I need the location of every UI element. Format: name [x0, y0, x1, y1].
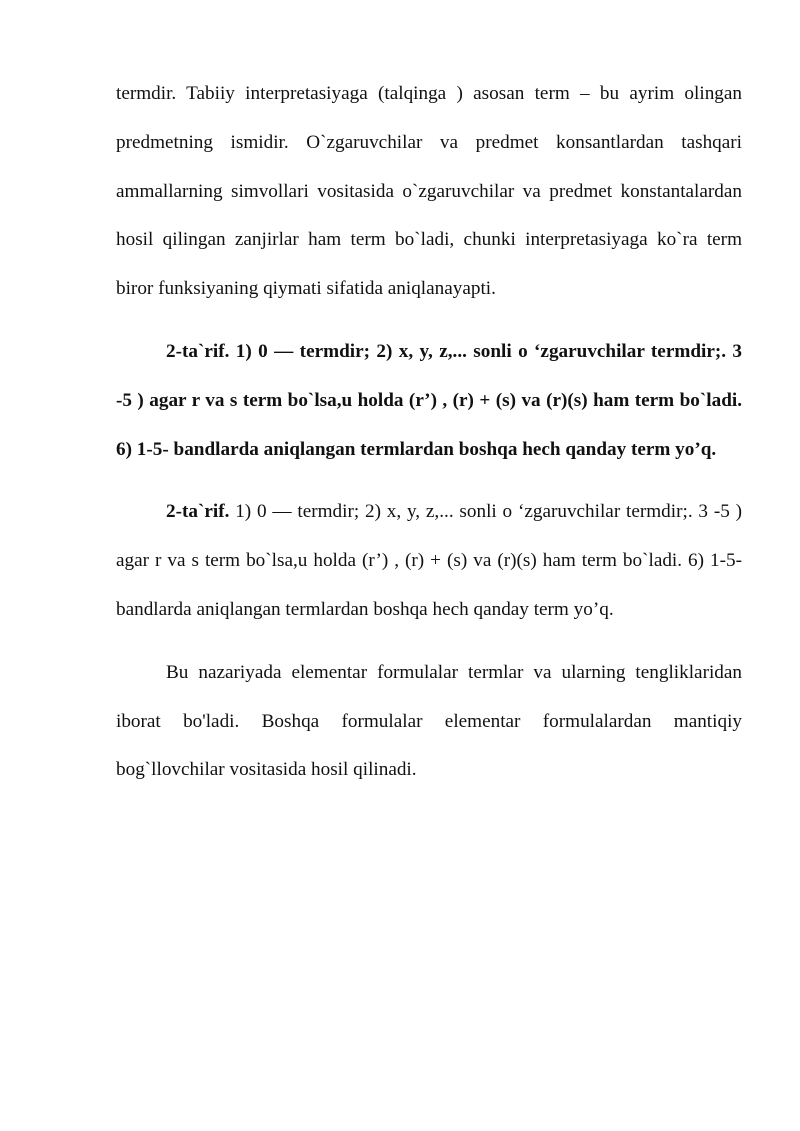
paragraph-term-interpretation: termdir. Tabiiy interpretasiyaga (talqinga ) asosan term – bu ayrim olingan predmetning ismidir. O`zgaruvchilar va predmet konsantlardan tashqari ammallarning simvollari vositasida o`zgaruvchilar va predmet konstantalardan hosil qilingan zanjirlar ham term bo`ladi, chunki interpretasiyaga ko`ra term biror funksiyaning qiymati sifatida aniqlanayapti. [116, 83, 742, 300]
document-page [116, 70, 742, 795]
definition-body: 1) 0 — termdir; 2) x, y, z,... sonli o ‘zgaruvchilar termdir;. 3 -5 ) agar r va s term bo`lsa,u holda (r’) , (r) + (s) va (r)(s) ham term bo`ladi. 6) 1-5- bandlarda aniqlangan termlardan boshqa hech qanday term yo’q. [116, 501, 742, 620]
paragraph-definition-bold: 2-ta`rif. 1) 0 — termdir; 2) x, y, z,... sonli o ‘zgaruvchilar termdir;. 3 -5 ) agar r va s term bo`lsa,u holda (r’) , (r) + (s) va (r)(s) ham term bo`ladi. 6) 1-5- bandlarda aniqlangan termlardan boshqa hech qanday term yo’q. [116, 340, 742, 460]
definition-label: 2-ta`rif. [166, 501, 230, 523]
paragraph-elementary-formulas: Bu nazariyada elementar formulalar termlar va ularning tengliklaridan iborat bo'ladi. Boshqa formulalar elementar formulalardan mantiqiy bog`llovchilar vositasida hosil qilinadi. [116, 661, 742, 781]
paragraph-definition-regular [116, 488, 742, 634]
